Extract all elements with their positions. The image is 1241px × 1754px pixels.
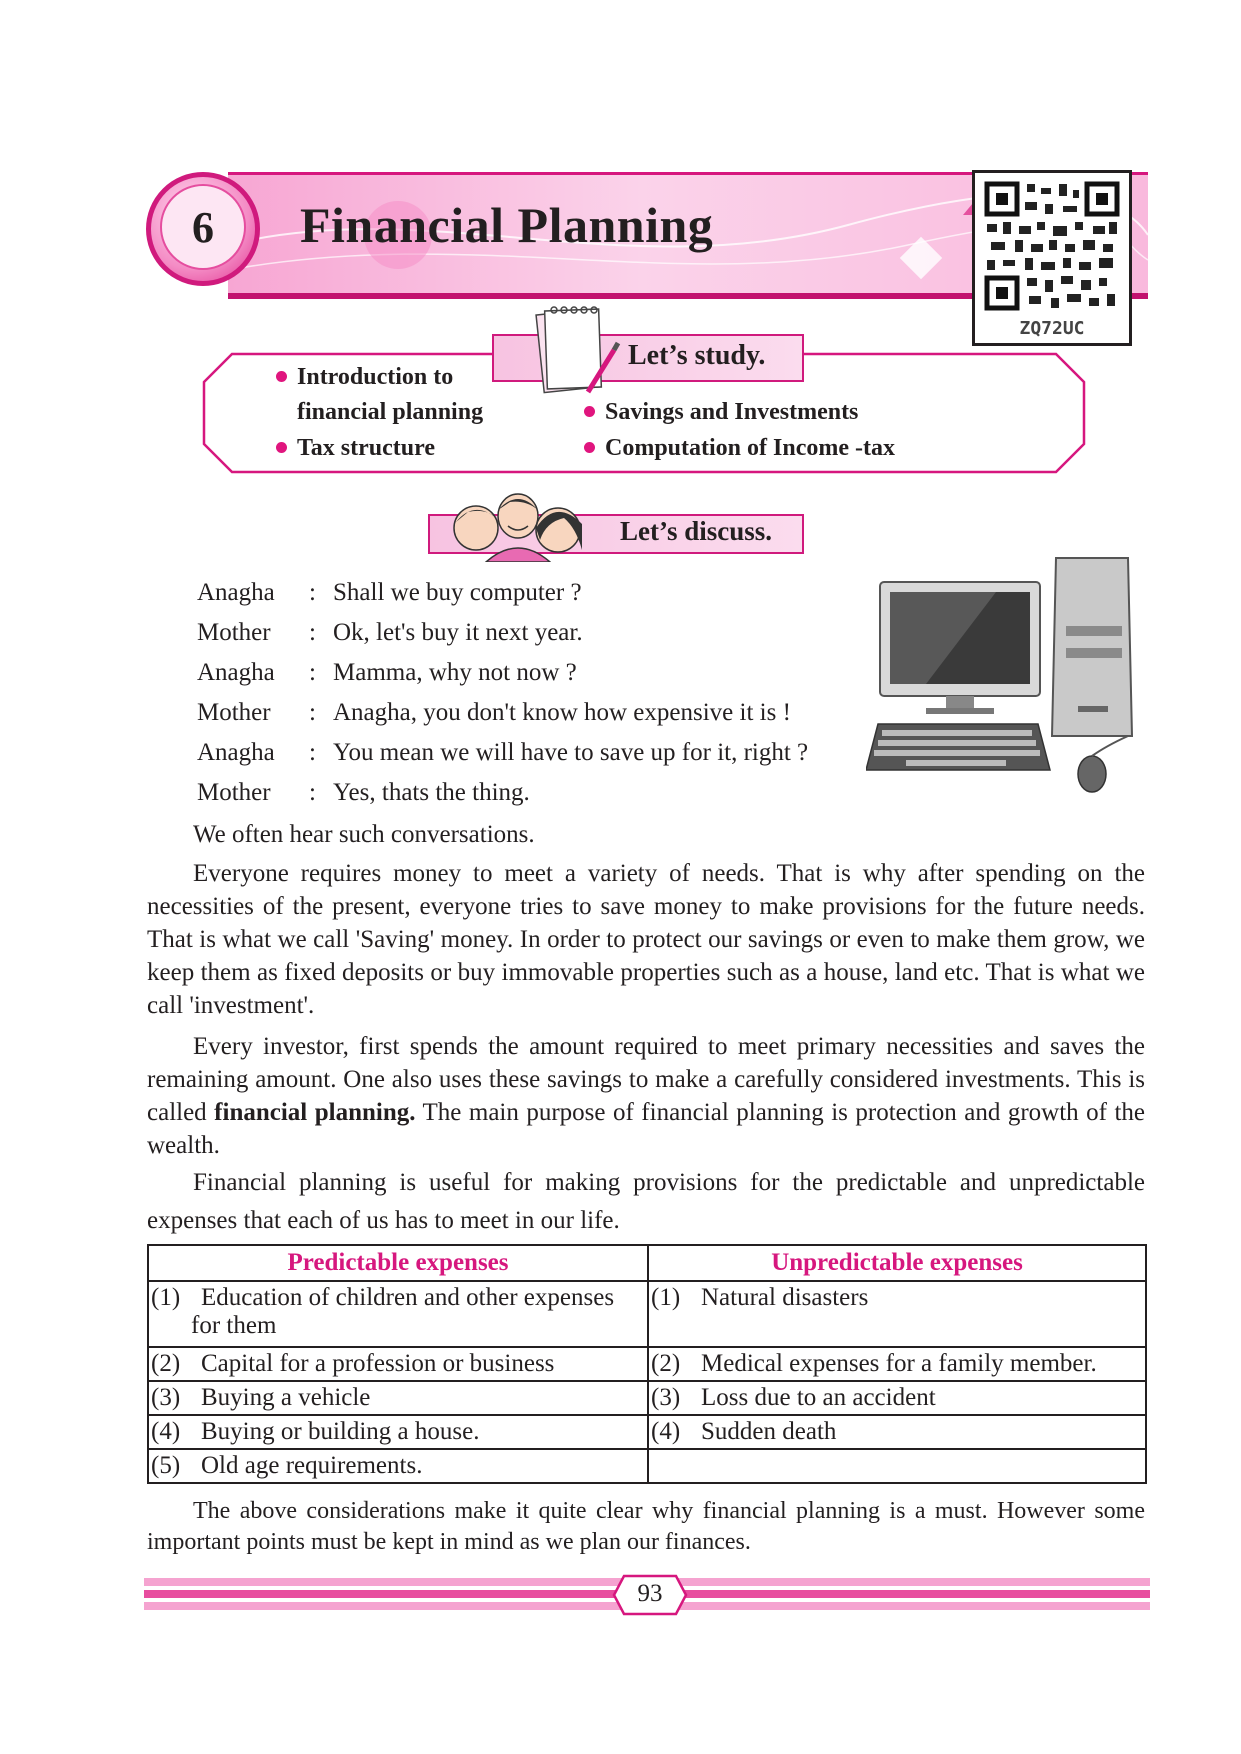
unpredictable-cell bbox=[648, 1281, 1146, 1347]
financial-planning-term: financial planning. bbox=[214, 1099, 416, 1126]
item-number: (1) bbox=[651, 1284, 681, 1311]
dialogue-line bbox=[197, 699, 791, 727]
item-number: (2) bbox=[651, 1350, 681, 1377]
study-label: Let’s study. bbox=[628, 340, 766, 371]
item-text: Sudden death bbox=[701, 1418, 837, 1445]
item-text: Medical expenses for a family member. bbox=[701, 1350, 1097, 1377]
paragraph-2: Everyone requires money to meet a variety of needs. That is why after spending on the necessities of the present, everyone tries to save money to make provisions for the future needs. That is what we call 'Saving' money. In order to protect our savings or even to make them grow, we keep them as fixed deposits or buy immovable properties such as a house, land etc. That is what we call 'investment'. bbox=[147, 860, 1145, 1019]
table-row bbox=[148, 1281, 1146, 1347]
dialogue-text: Anagha, you don't know how expensive it is ! bbox=[333, 699, 791, 726]
paragraph-1: We often hear such conversations. bbox=[193, 821, 535, 848]
predictable-cell bbox=[148, 1415, 648, 1449]
item-text: Capital for a profession or business bbox=[201, 1350, 555, 1377]
item-number: (4) bbox=[651, 1418, 681, 1445]
qr-code-label: ZQ72UC bbox=[1019, 318, 1085, 339]
table-row bbox=[148, 1449, 1146, 1483]
dialogue-text: Shall we buy computer ? bbox=[333, 579, 582, 606]
dialogue-speaker: Mother bbox=[197, 699, 271, 726]
unpredictable-cell bbox=[648, 1347, 1146, 1381]
expenses-table-body bbox=[148, 1281, 1146, 1483]
bullet-icon bbox=[584, 406, 595, 417]
study-topic-tax-structure: Tax structure bbox=[276, 435, 435, 462]
paragraph-5: The above considerations make it quite clear why financial planning is a must. However some important points must be kept in mind as we plan our finances. bbox=[147, 1498, 1145, 1555]
dialogue-line bbox=[197, 739, 808, 767]
item-text: Buying a vehicle bbox=[201, 1384, 371, 1411]
item-number: (5) bbox=[151, 1452, 181, 1479]
qr-code bbox=[972, 170, 1132, 346]
item-number: (3) bbox=[151, 1384, 181, 1411]
dialogue-line bbox=[197, 579, 582, 607]
item-text: Loss due to an accident bbox=[701, 1384, 936, 1411]
dialogue-colon: : bbox=[309, 619, 316, 646]
study-topic-income-tax: Computation of Income -tax bbox=[584, 435, 895, 462]
item-number: (3) bbox=[651, 1384, 681, 1411]
table-row bbox=[148, 1347, 1146, 1381]
bullet-icon bbox=[276, 371, 287, 382]
table-row bbox=[148, 1381, 1146, 1415]
item-text: Old age requirements. bbox=[201, 1452, 423, 1479]
table-row bbox=[148, 1415, 1146, 1449]
item-number: (2) bbox=[151, 1350, 181, 1377]
dialogue-line bbox=[197, 779, 530, 807]
dialogue-colon: : bbox=[309, 699, 316, 726]
children-illustration bbox=[446, 488, 592, 562]
dialogue-speaker: Mother bbox=[197, 779, 271, 806]
qr-code-icon bbox=[975, 176, 1129, 316]
dialogue-line bbox=[197, 659, 577, 687]
item-text: Natural disasters bbox=[701, 1284, 869, 1311]
dialogue-speaker: Anagha bbox=[197, 739, 275, 766]
study-topic-financial-planning: financial planning bbox=[297, 399, 484, 425]
predictable-cell bbox=[148, 1347, 648, 1381]
dialogue-text: Mamma, why not now ? bbox=[333, 659, 577, 686]
dialogue-speaker: Anagha bbox=[197, 659, 275, 686]
item-number: (4) bbox=[151, 1418, 181, 1445]
paragraph-3: Every investor, first spends the amount required to meet primary necessities and saves the remaining amount. One also uses these savings to make a carefully considered investments. This is called financial planning. The main purpose of financial planning is protection and growth of the wealth. bbox=[147, 1033, 1145, 1159]
item-text: Buying or building a house. bbox=[201, 1418, 480, 1445]
notepad-icon bbox=[532, 302, 624, 398]
table-header-unpredictable: Unpredictable expenses bbox=[648, 1245, 1146, 1281]
dialogue-colon: : bbox=[309, 659, 316, 686]
chapter-number: 6 bbox=[160, 184, 246, 270]
dialogue-colon: : bbox=[309, 779, 316, 806]
dialogue-colon: : bbox=[309, 739, 316, 766]
chapter-title: Financial Planning bbox=[300, 197, 714, 253]
paragraph-4: Financial planning is useful for making provisions for the predictable and unpredictable expenses that each of us has to meet in our life. bbox=[147, 1169, 1145, 1234]
study-topic-savings: Savings and Investments bbox=[584, 399, 858, 426]
item-text: Education of children and other expenses for them bbox=[191, 1284, 615, 1339]
dialogue-line bbox=[197, 619, 583, 647]
predictable-cell bbox=[148, 1449, 648, 1483]
unpredictable-cell bbox=[648, 1381, 1146, 1415]
table-header-predictable: Predictable expenses bbox=[148, 1245, 648, 1281]
discuss-label: Let’s discuss. bbox=[620, 516, 773, 546]
bullet-icon bbox=[584, 442, 595, 453]
dialogue-speaker: Anagha bbox=[197, 579, 275, 606]
predictable-cell bbox=[148, 1381, 648, 1415]
dialogue-text: You mean we will have to save up for it, right ? bbox=[333, 739, 809, 766]
dialogue-text: Ok, let's buy it next year. bbox=[333, 619, 583, 646]
unpredictable-cell bbox=[648, 1449, 1146, 1483]
bullet-icon bbox=[276, 442, 287, 453]
dialogue-text: Yes, thats the thing. bbox=[333, 779, 530, 806]
page-number: 93 bbox=[637, 1580, 663, 1607]
expenses-table bbox=[147, 1244, 1147, 1484]
dialogue-speaker: Mother bbox=[197, 619, 271, 646]
dialogue-colon: : bbox=[309, 579, 316, 606]
study-topic-introduction: Introduction to bbox=[276, 364, 453, 391]
computer-illustration bbox=[866, 556, 1148, 796]
item-number: (1) bbox=[151, 1284, 181, 1311]
unpredictable-cell bbox=[648, 1415, 1146, 1449]
predictable-cell bbox=[148, 1281, 648, 1347]
